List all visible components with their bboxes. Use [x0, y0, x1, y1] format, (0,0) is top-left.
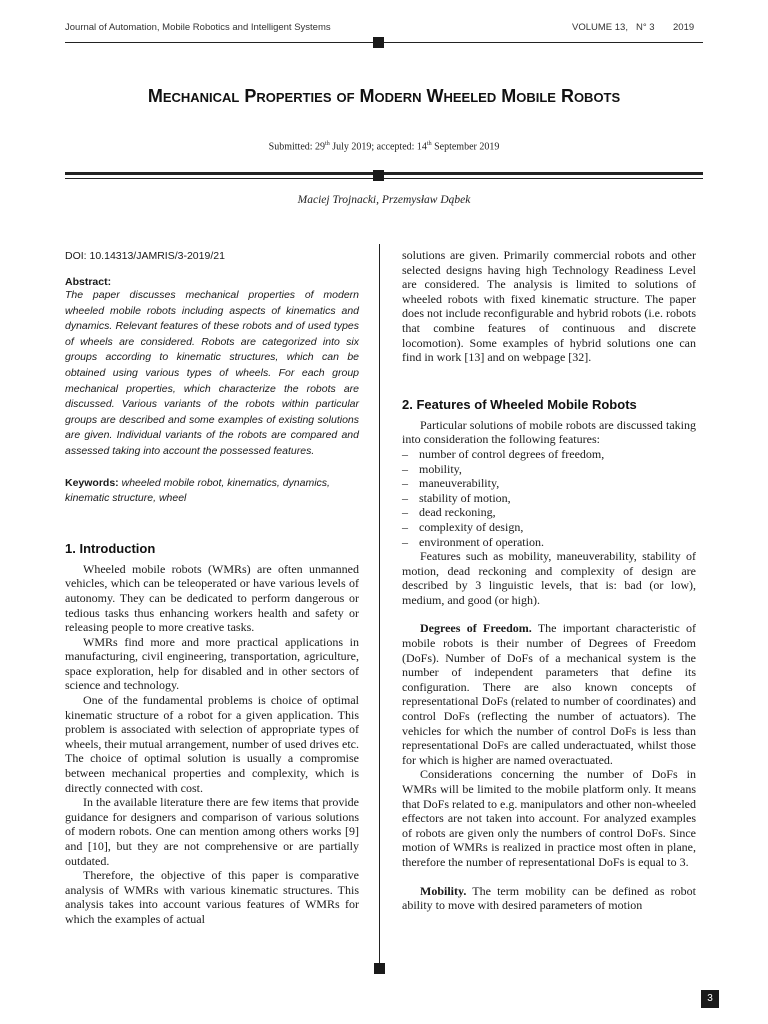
left-column — [65, 248, 359, 927]
intro-paragraph: One of the fundamental problems is choice of optimal kinematic structure of a robot for a given application. This problem is associated with selection of appropriate types of wheels, their mutual arrangement, number of used drives etc. The choice of optimal solution is usually a compromise between mechanical properties and complexity, which is directly connected with cost. — [65, 693, 359, 795]
volume-label: VOLUME 13, — [572, 22, 628, 33]
mobility-paragraph: Mobility. The term mobility can be defined as robot ability to move with desired parameters of motion — [402, 883, 696, 913]
list-item: – maneuverability, — [402, 476, 500, 491]
dof-paragraph: Degrees of Freedom. The important characteristic of mobile robots is their number of Degrees of Freedom (DoFs). Number of DoFs of a mechanical system is the number of independent parameters that define its configuration. There are also known concepts of representational DoFs (related to number of coordinates) and control DoFs (reflecting the number of actuators). The vehicles for which the number of control DoFs is less than representational DoFs are called underactuated, whilst those for which is higher are named overactuated. — [402, 621, 696, 767]
paper-title: Mechanical Properties of Modern Wheeled Mobile Robots — [147, 86, 621, 106]
journal-name: Journal of Automation, Mobile Robotics and Intelligent Systems — [65, 22, 331, 33]
list-item: – mobility, — [402, 461, 462, 476]
abstract-label: Abstract: — [65, 276, 112, 288]
intro-paragraph: WMRs find more and more practical applications in manufacturing, civil engineering, transportation, agriculture, space exploration, help for disabled and in other sectors of science and technology. — [65, 634, 359, 693]
issue-number: N° 3 — [636, 22, 655, 33]
column-divider-square — [374, 963, 385, 974]
intro-paragraph: Wheeled mobile robots (WMRs) are often unmanned vehicles, which can be teleoperated or have various levels of autonomy. They can be dedicated to perform dangerous or tedious tasks thus enhancing workers health and safety or releasing people to more creative tasks. — [65, 561, 359, 635]
list-item: – stability of motion, — [402, 490, 511, 505]
features-levels: Features such as mobility, maneuverability, stability of motion, dead reckoning and complexity of design are described by 3 linguistic levels, that is: bad (or low), medium, and good (or high). — [402, 549, 696, 607]
header-rule-square — [373, 37, 384, 48]
intro-paragraph: In the available literature there are few items that provide guidance for designers and comparison of various solutions of modern robots. One can mention among others works [9] and [10], but they are not comprehensive or are partially outdated. — [65, 795, 359, 868]
list-item: – dead reckoning, — [402, 505, 496, 520]
authors: Maciej Trojnacki, Przemysław Dąbek — [297, 194, 471, 206]
title-rule-thin — [65, 178, 703, 179]
list-item: – complexity of design, — [402, 519, 524, 534]
submission-dates: Submitted: 29th July 2019; accepted: 14th September 2019 — [268, 141, 500, 153]
page-number: 3 — [701, 990, 719, 1008]
list-item: – number of control degrees of freedom, — [402, 446, 605, 461]
doi: DOI: 10.14313/JAMRIS/3-2019/21 — [65, 250, 225, 262]
header-rule — [65, 42, 703, 43]
features-lead: Particular solutions of mobile robots are discussed taking into consideration the following features: — [402, 417, 696, 447]
section-heading-introduction: 1. Introduction — [65, 540, 156, 556]
abstract-text: The paper discusses mechanical properties of modern wheeled mobile robots including aspects of kinematics and dynamics. Relevant features of these robots and of used types of wheels are considered. Robots are categorized into six groups according to kinematic structures, which can be obtained using various types of wheels. For each group mechanical properties, which characterize the robots are discussed. Various variants of the robots within particular groups are described and some examples of existing solutions are given. Individual variants of the robots are compared and assessed taking into account the possessed features. — [65, 289, 359, 457]
intro-paragraph-continued: solutions are given. Primarily commercial robots and other selected designs having high Technology Readiness Level are considered. The analysis is limited to solutions of wheeled robots with fixed kinematic structure. The paper does not include reconfigurable and hybrid robots (i.e. robots that combine features of continuous and discrete locomotion). Some examples of hybrid solutions one can find in work [13] and on webpage [32]. — [402, 248, 696, 365]
title-rule-square — [373, 170, 384, 181]
features-list — [402, 447, 696, 549]
keywords: Keywords: wheeled mobile robot, kinematics, dynamics, kinematic structure, wheel — [65, 476, 330, 505]
list-item: – environment of operation. — [402, 534, 544, 549]
dof-paragraph-2: Considerations concerning the number of DoFs in WMRs will be limited to the mobile platform only. It means that DoFs related to e.g. manipulators and other non-wheeled effectors are not taken into account. For analyzed examples of robots are given only the numbers of control DoFs. Since motion of WMRs is realized in practice most often in plane, therefore the number of representational DoFs is equal to 3. — [402, 767, 696, 869]
right-column — [402, 248, 696, 913]
column-divider — [379, 244, 380, 969]
year-label: 2019 — [673, 22, 695, 33]
title-rule — [65, 172, 703, 175]
intro-paragraph: Therefore, the objective of this paper is comparative analysis of WMRs with various kinematic structures. This analysis takes into account various features of WMRs for which the examples of actual — [65, 868, 359, 926]
section-heading-features: 2. Features of Wheeled Mobile Robots — [402, 396, 637, 412]
